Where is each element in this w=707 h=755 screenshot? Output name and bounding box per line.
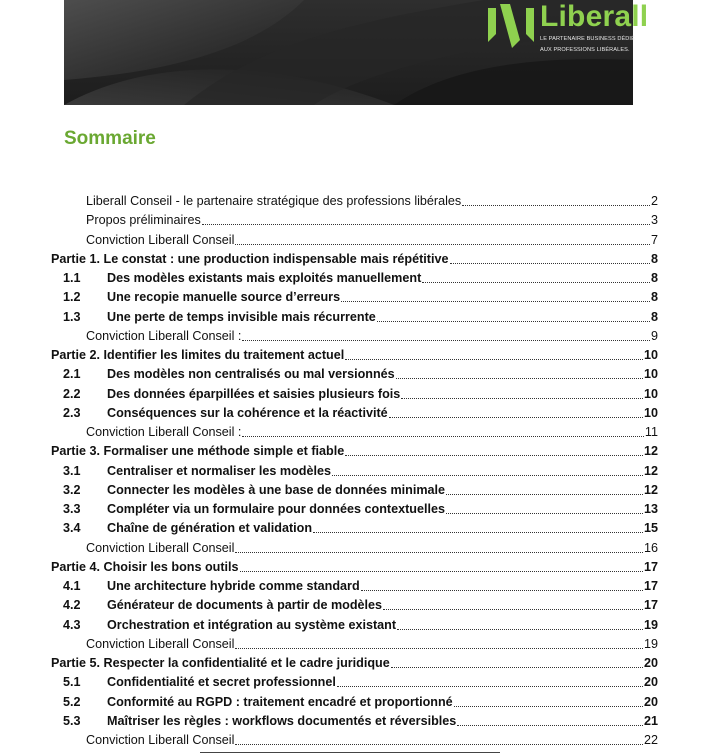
toc-entry-number: 2.3 — [63, 405, 81, 420]
toc-dot-leader — [202, 224, 650, 225]
toc-dot-leader — [383, 609, 643, 610]
toc-entry[interactable] — [63, 269, 658, 287]
toc-entry-number: 1.3 — [63, 309, 81, 324]
toc-entry[interactable] — [51, 558, 658, 576]
toc-entry-page: 3 — [650, 213, 658, 228]
liberall-logo-icon — [484, 0, 538, 50]
toc-entry-page: 17 — [643, 579, 658, 593]
toc-entry-page: 2 — [650, 194, 658, 208]
toc-entry-page: 8 — [650, 309, 658, 324]
toc-dot-leader — [446, 494, 643, 495]
toc-entry-page: 20 — [643, 694, 658, 709]
toc-dot-leader — [341, 301, 650, 302]
toc-entry-number: 1.2 — [63, 290, 81, 305]
toc-entry-number: 3.4 — [63, 521, 81, 536]
toc-entry-label: Connecter les modèles à une base de données minimale — [107, 482, 446, 497]
toc-entry-label: Partie 4. Choisir les bons outils — [51, 559, 239, 574]
toc-entry[interactable] — [51, 442, 658, 460]
toc-entry-page: 16 — [643, 540, 658, 555]
toc-entry[interactable] — [51, 250, 658, 268]
toc-entry-label: Partie 1. Le constat : une production indispensable mais répétitive — [51, 251, 449, 266]
toc-entry-label: Conviction Liberall Conseil — [86, 733, 235, 747]
toc-entry-label: Une architecture hybride comme standard — [107, 579, 360, 593]
toc-entry[interactable] — [63, 616, 658, 634]
toc-entry-label: Conformité au RGPD : traitement encadré et proportionné — [107, 694, 453, 709]
toc-entry[interactable] — [63, 462, 658, 480]
toc-entry[interactable] — [63, 288, 658, 306]
toc-entry[interactable] — [63, 385, 658, 403]
toc-entry-page: 10 — [643, 386, 658, 401]
toc-dot-leader — [313, 532, 643, 533]
toc-entry-label: Conviction Liberall Conseil — [86, 636, 235, 651]
toc-entry-page: 12 — [643, 482, 658, 497]
toc-entry-label: Propos préliminaires — [86, 213, 201, 228]
toc-entry[interactable] — [63, 365, 658, 383]
toc-dot-leader — [240, 571, 643, 572]
toc-entry[interactable] — [51, 654, 658, 672]
toc-entry-page: 8 — [650, 290, 658, 305]
toc-dot-leader — [462, 205, 650, 206]
toc-entry-page: 20 — [643, 656, 658, 670]
toc-dot-leader — [345, 359, 643, 360]
toc-entry[interactable] — [86, 192, 658, 210]
toc-entry-label: Des données éparpillées et saisies plusieurs fois — [107, 386, 401, 401]
toc-dot-leader — [235, 744, 643, 745]
toc-dot-leader — [361, 590, 643, 591]
toc-dot-leader — [242, 436, 644, 437]
toc-entry-label: Générateur de documents à partir de modèles — [107, 598, 383, 613]
toc-entry-label: Centraliser et normaliser les modèles — [107, 463, 331, 478]
toc-entry-label: Conviction Liberall Conseil : — [86, 328, 242, 343]
toc-dot-leader — [422, 282, 650, 283]
toc-dot-leader — [446, 513, 643, 514]
toc-entry[interactable] — [86, 327, 658, 345]
toc-entry-label: Confidentialité et secret professionnel — [107, 675, 336, 690]
toc-dot-leader — [454, 706, 643, 707]
toc-entry[interactable] — [86, 539, 658, 557]
toc-dot-leader — [389, 417, 643, 418]
toc-entry-page: 20 — [643, 675, 658, 690]
toc-entry-number: 5.1 — [63, 675, 81, 690]
toc-entry-page: 17 — [643, 559, 658, 574]
toc-entry-page: 10 — [643, 348, 658, 362]
toc-dot-leader — [337, 686, 643, 687]
toc-entry-label: Partie 3. Formaliser une méthode simple et fiable — [51, 444, 345, 459]
toc-entry-label: Des modèles non centralisés ou mal versionnés — [107, 367, 395, 382]
toc-entry[interactable] — [63, 596, 658, 614]
toc-entry-label: Partie 2. Identifier les limites du traitement actuel — [51, 348, 345, 362]
toc-dot-leader — [235, 552, 643, 553]
toc-entry-number: 3.3 — [63, 502, 81, 516]
toc-entry[interactable] — [86, 231, 658, 249]
toc-entry-page: 12 — [643, 463, 658, 478]
toc-entry-label: Maîtriser les règles : workflows documentés et réversibles — [107, 713, 457, 728]
brand-tagline-line1: LE PARTENAIRE BUSINESS DÉDIÉ — [540, 36, 635, 42]
toc-entry-page: 8 — [650, 251, 658, 266]
toc-entry-number: 5.3 — [63, 713, 81, 728]
toc-dot-leader — [345, 455, 643, 456]
toc-entry[interactable] — [86, 635, 658, 653]
toc-entry-number: 2.1 — [63, 367, 81, 382]
toc-entry-page: 10 — [643, 405, 658, 420]
toc-entry-label: Compléter via un formulaire pour données contextuelles — [107, 502, 446, 516]
toc-dot-leader — [235, 648, 643, 649]
toc-entry[interactable] — [86, 211, 658, 229]
toc-entry-label: Conviction Liberall Conseil : — [86, 425, 242, 439]
toc-entry-label: Une recopie manuelle source d’erreurs — [107, 290, 341, 305]
toc-entry[interactable] — [86, 731, 658, 749]
toc-entry-page: 19 — [643, 617, 658, 632]
brand-logo — [484, 0, 648, 52]
toc-entry-label: Une perte de temps invisible mais récurrente — [107, 309, 376, 324]
toc-entry[interactable] — [63, 308, 658, 326]
toc-dot-leader — [235, 244, 650, 245]
toc-dot-leader — [396, 378, 643, 379]
toc-entry-label: Liberall Conseil - le partenaire stratégique des professions libérales — [86, 194, 462, 208]
toc-entry[interactable] — [63, 693, 658, 711]
toc-entry[interactable] — [63, 481, 658, 499]
toc-entry-label: Conviction Liberall Conseil — [86, 232, 235, 247]
toc-entry-page: 8 — [650, 271, 658, 285]
toc-entry[interactable] — [86, 423, 658, 441]
toc-dot-leader — [450, 263, 650, 264]
toc-entry-page: 13 — [643, 502, 658, 516]
toc-entry-page: 7 — [650, 232, 658, 247]
toc-entry-number: 5.2 — [63, 694, 81, 709]
toc-entry-page: 19 — [643, 636, 658, 651]
toc-entry[interactable] — [63, 500, 658, 518]
toc-entry-page: 22 — [643, 733, 658, 747]
brand-name: Liberall — [540, 0, 649, 33]
toc-entry-number: 3.2 — [63, 482, 81, 497]
toc-entry[interactable] — [63, 577, 658, 595]
toc-entry-page: 12 — [643, 444, 658, 459]
toc-entry-number: 3.1 — [63, 463, 81, 478]
footer-divider — [200, 752, 500, 753]
toc-entry-label: Conviction Liberall Conseil — [86, 540, 235, 555]
toc-entry-label: Orchestration et intégration au système existant — [107, 617, 397, 632]
toc-entry-label: Des modèles existants mais exploités manuellement — [107, 271, 422, 285]
toc-entry-label: Chaîne de génération et validation — [107, 521, 313, 536]
toc-entry-number: 4.2 — [63, 598, 81, 613]
toc-entry-page: 21 — [643, 713, 658, 728]
toc-dot-leader — [242, 340, 650, 341]
toc-dot-leader — [332, 475, 643, 476]
toc-dot-leader — [397, 629, 643, 630]
toc-dot-leader — [377, 321, 650, 322]
toc-entry-page: 9 — [650, 328, 658, 343]
page-title: Sommaire — [64, 128, 156, 149]
toc-entry-number: 2.2 — [63, 386, 81, 401]
toc-entry-number: 1.1 — [63, 271, 81, 285]
toc-dot-leader — [401, 398, 643, 399]
brand-tagline-line2: AUX PROFESSIONS LIBÉRALES. — [540, 47, 630, 53]
toc-entry-number: 4.1 — [63, 579, 81, 593]
toc-entry-page: 11 — [644, 425, 658, 439]
toc-dot-leader — [457, 725, 643, 726]
toc-entry-label: Partie 5. Respecter la confidentialité et le cadre juridique — [51, 656, 390, 670]
toc-dot-leader — [391, 667, 643, 668]
toc-entry-page: 15 — [643, 521, 658, 536]
toc-entry-page: 10 — [643, 367, 658, 382]
toc-entry-label: Conséquences sur la cohérence et la réactivité — [107, 405, 388, 420]
toc-entry-number: 4.3 — [63, 617, 81, 632]
toc-entry[interactable] — [51, 346, 658, 364]
cover-banner — [64, 0, 649, 105]
toc-entry-page: 17 — [643, 598, 658, 613]
toc-entry[interactable] — [63, 712, 658, 730]
toc-entry[interactable] — [63, 404, 658, 422]
toc-entry[interactable] — [63, 673, 658, 691]
toc-entry[interactable] — [63, 519, 658, 537]
